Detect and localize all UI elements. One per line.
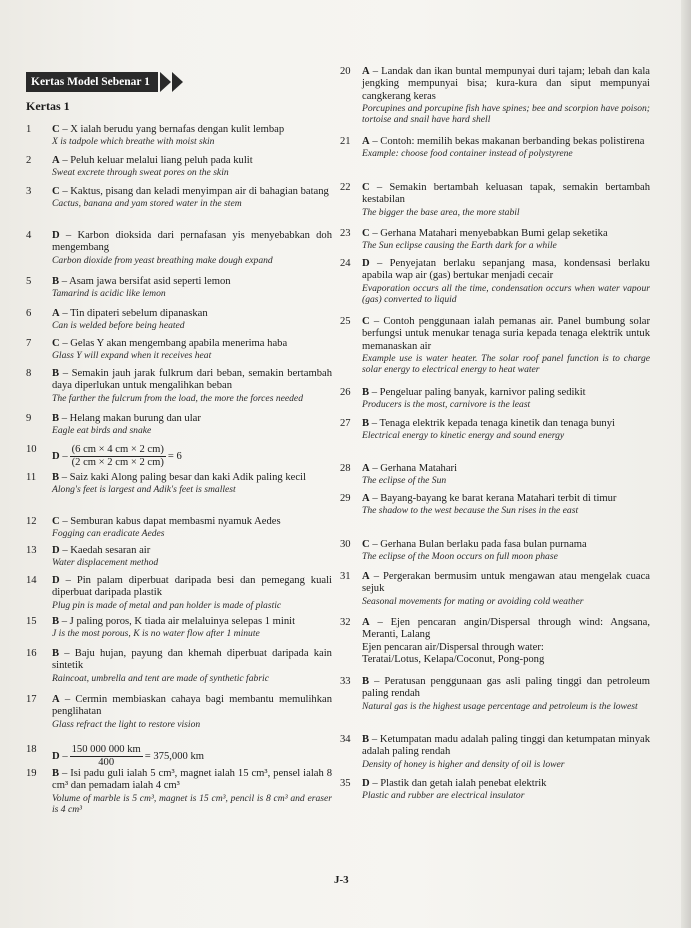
english-translation: Example: choose food container instead of polystyrene — [362, 148, 573, 160]
answer-text: – Gerhana Bulan berlaku pada fasa bulan purnama — [372, 539, 587, 550]
answer-text: – Tin dipateri sebelum dipanaskan — [62, 308, 208, 319]
english-translation: X is tadpole which breathe with moist skin — [52, 136, 215, 148]
answer-letter: B — [52, 413, 60, 424]
english-translation: The Sun eclipse causing the Earth dark for a while — [362, 240, 557, 252]
answer-text: – Cermin membiaskan cahaya bagi membantu memulihkan penglihatan — [52, 694, 332, 718]
answer-extra: Ejen pencaran air/Dispersal through water: — [362, 641, 544, 653]
answer-letter: A — [52, 694, 60, 705]
english-translation: Volume of marble is 5 cm³, magnet is 15 cm³, pencil is 8 cm³ and eraser is 4 cm³ — [52, 792, 332, 816]
answer-body — [52, 744, 332, 769]
answer-body — [52, 230, 332, 266]
answer-letter: A — [362, 463, 370, 474]
answer-text: – Gelas Y akan mengembang apabila menerima haba — [62, 338, 288, 349]
answer-body — [362, 182, 650, 218]
answer-text: – J paling poros, K tiada air melaluinya selepas 1 minit — [61, 616, 296, 627]
answer-text: – X ialah berudu yang bernafas dengan kulit lembap — [62, 124, 285, 135]
answer-body — [52, 413, 332, 437]
question-number: 3 — [26, 186, 32, 197]
english-translation: Carbon dioxide from yeast breathing make dough expand — [52, 254, 273, 266]
answer-body — [362, 539, 650, 563]
answer-body — [362, 316, 650, 376]
answer-body — [362, 463, 650, 487]
page-edge-shadow — [681, 0, 691, 928]
answer-body — [52, 444, 332, 469]
answer-body — [52, 368, 332, 404]
answer-text: – Peluh keluar melalui liang peluh pada kulit — [62, 155, 253, 166]
english-translation: Seasonal movements for mating or avoiding cold weather — [362, 595, 584, 607]
english-translation: Porcupines and porcupine fish have spines; bee and scorpion have poison; tortoise and snail have hard shell — [362, 102, 650, 126]
question-number: 20 — [340, 66, 351, 77]
english-translation: The shadow to the west because the Sun rises in the east — [362, 505, 579, 517]
answer-body — [362, 617, 650, 666]
answer-body — [52, 186, 332, 210]
answer-letter: B — [52, 648, 60, 659]
answer-letter: B — [362, 418, 370, 429]
fraction-result: = 6 — [167, 450, 182, 462]
answer-letter: C — [52, 338, 60, 349]
answer-letter: A — [362, 66, 370, 77]
answer-letter: D — [52, 230, 60, 241]
answer-text: – Karbon dioksida dari pernafasan yis menyebabkan doh mengembang — [52, 230, 332, 254]
answer-letter: B — [362, 387, 370, 398]
question-number: 13 — [26, 545, 37, 556]
answer-text: – Ejen pencaran angin/Dispersal through wind: Angsana, Meranti, Lalang — [362, 617, 650, 641]
answer-body — [362, 734, 650, 770]
english-translation: J is the most porous, K is no water flow after 1 minute — [52, 628, 260, 640]
answer-letter: A — [52, 308, 60, 319]
answer-item — [340, 258, 650, 318]
answer-body — [362, 228, 650, 252]
answer-text: – Semakin bertambah keluasan tapak, semakin bertambah kestabilan — [362, 182, 650, 206]
fraction-denominator: 400 — [98, 757, 115, 768]
answer-letter: B — [52, 368, 60, 379]
answer-letter: B — [52, 616, 60, 627]
answer-body — [52, 276, 332, 300]
chevron-right-icon — [160, 72, 171, 92]
answer-letter: D — [52, 450, 60, 462]
english-translation: Can is welded before being heated — [52, 320, 185, 332]
english-translation: Evaporation occurs all the time, condensation occurs when water vapour (gas) converted to liquid — [362, 282, 650, 306]
answer-text: – Landak dan ikan buntal mempunyai duri tajam; lebah dan kala jengking mempunyai bisa; kura-kura dan siput mempunyai cangkerang keras — [362, 66, 650, 102]
answer-body — [362, 387, 650, 411]
answer-body — [52, 616, 332, 640]
question-number: 23 — [340, 228, 351, 239]
answer-item — [340, 66, 650, 126]
answer-letter: B — [52, 472, 60, 483]
question-number: 10 — [26, 444, 37, 455]
answer-body — [52, 768, 332, 816]
answer-letter: A — [52, 155, 60, 166]
answer-text: – Gerhana Matahari — [372, 463, 458, 474]
question-number: 15 — [26, 616, 37, 627]
answer-body — [52, 545, 332, 569]
answer-body — [52, 575, 332, 611]
answer-item — [340, 617, 650, 677]
question-number: 9 — [26, 413, 32, 424]
answer-letter: B — [52, 276, 60, 287]
section-banner — [26, 72, 183, 92]
question-number: 14 — [26, 575, 37, 586]
answer-text: – Tenaga elektrik kepada tenaga kinetik dan tenaga bunyi — [371, 418, 615, 429]
question-number: 4 — [26, 230, 32, 241]
answer-letter: C — [52, 124, 60, 135]
english-translation: The eclipse of the Sun — [362, 475, 447, 487]
answer-text: – Semburan kabus dapat membasmi nyamuk Aedes — [62, 516, 281, 527]
answer-letter: C — [362, 539, 370, 550]
answer-letter: A — [362, 136, 370, 147]
answer-text: – Kaedah sesaran air — [62, 545, 151, 556]
english-translation: The eclipse of the Moon occurs on full moon phase — [362, 551, 558, 563]
english-translation: Plug pin is made of metal and pan holder is made of plastic — [52, 599, 282, 611]
banner-title: Kertas Model Sebenar 1 — [26, 72, 158, 92]
english-translation: Eagle eat birds and snake — [52, 425, 152, 437]
answer-text: – Asam jawa bersifat asid seperti lemon — [61, 276, 231, 287]
answer-text: – Saiz kaki Along paling besar dan kaki Adik paling kecil — [61, 472, 306, 483]
english-translation: Glass Y will expand when it receives heat — [52, 350, 212, 362]
question-number: 18 — [26, 744, 37, 755]
answer-letter: C — [52, 186, 60, 197]
answer-body — [362, 66, 650, 126]
fraction — [70, 444, 166, 469]
answer-body — [362, 571, 650, 607]
answer-text: – Semakin jauh jarak fulkrum dari beban, semakin bertambah daya diperlukan untuk mengalihkan beban — [52, 368, 332, 392]
question-number: 17 — [26, 694, 37, 705]
answer-item — [340, 778, 650, 838]
answer-body — [362, 418, 650, 442]
answer-body — [362, 778, 650, 802]
question-number: 11 — [26, 472, 37, 483]
english-translation: The bigger the base area, the more stabil — [362, 206, 520, 218]
english-translation: Plastic and rubber are electrical insulator — [362, 790, 525, 802]
answer-letter: A — [362, 571, 370, 582]
question-number: 22 — [340, 182, 351, 193]
fraction-result: = 375,000 km — [144, 750, 205, 762]
english-translation: Producers is the most, carnivore is the least — [362, 399, 531, 411]
answer-text: – Ketumpatan madu adalah paling tinggi dan ketumpatan minyak adalah paling rendah — [362, 734, 650, 758]
answer-text: – Pengeluar paling banyak, karnivor paling sedikit — [371, 387, 586, 398]
answer-body — [362, 676, 650, 712]
english-translation: Sweat excrete through sweat pores on the skin — [52, 167, 229, 179]
answer-text: – Pergerakan bermusim untuk mengawan atau mengelak cuaca sejuk — [362, 571, 651, 595]
fraction-numerator: (6 cm × 4 cm × 2 cm) — [71, 444, 164, 455]
english-translation: Raincoat, umbrella and tent are made of synthetic fabric — [52, 672, 269, 684]
answer-body — [52, 308, 332, 332]
answer-extra-2: Teratai/Lotus, Kelapa/Coconut, Pong-pong — [362, 653, 545, 665]
answer-body — [52, 124, 332, 148]
answer-text: – Isi padu guli ialah 5 cm³, magnet ialah 15 cm³, pensel ialah 8 cm³ dan pemadam ialah 4 cm³ — [52, 768, 332, 792]
answer-letter: D — [362, 258, 370, 269]
answer-item — [26, 768, 332, 828]
answer-letter: C — [362, 182, 370, 193]
question-number: 5 — [26, 276, 32, 287]
answer-item — [340, 316, 650, 376]
question-number: 16 — [26, 648, 37, 659]
question-number: 35 — [340, 778, 351, 789]
answer-text: – Helang makan burung dan ular — [61, 413, 201, 424]
english-translation: Along's feet is largest and Adik's feet is smallest — [52, 484, 236, 496]
answer-text: – Contoh penggunaan ialah pemanas air. Panel bumbung solar berfungsi untuk menukar tenaga suria kepada tenaga elektrik untuk memanaskan air — [362, 316, 650, 352]
answer-text: – Baju hujan, payung dan khemah diperbuat daripada kain sintetik — [52, 648, 332, 672]
question-number: 6 — [26, 308, 32, 319]
answer-text: – Pin palam diperbuat daripada besi dan pemegang kuali diperbuat daripada plastik — [52, 575, 332, 599]
answer-letter: C — [362, 228, 370, 239]
english-translation: Glass refract the light to restore vision — [52, 718, 201, 730]
page-number: J-3 — [334, 874, 349, 886]
answer-body — [52, 694, 332, 730]
answer-body — [52, 648, 332, 684]
english-translation: Electrical energy to kinetic energy and sound energy — [362, 430, 565, 442]
english-translation: Cactus, banana and yam stored water in the stem — [52, 198, 242, 210]
answer-body — [362, 136, 650, 160]
question-number: 33 — [340, 676, 351, 687]
answer-text: – Peratusan penggunaan gas asli paling tinggi dan petroleum paling rendah — [362, 676, 650, 700]
question-number: 26 — [340, 387, 351, 398]
answer-body — [52, 155, 332, 179]
answer-text: – Contoh: memilih bekas makanan berbanding bekas polistirena — [372, 136, 645, 147]
question-number: 12 — [26, 516, 37, 527]
answer-letter: B — [362, 734, 370, 745]
question-number: 25 — [340, 316, 351, 327]
answer-letter: D — [52, 750, 60, 762]
answer-letter: B — [362, 676, 370, 687]
english-translation: Water displacement method — [52, 557, 159, 569]
answer-letter: A — [362, 617, 370, 628]
english-translation: The farther the fulcrum from the load, the more the forces needed — [52, 392, 303, 404]
chevron-right-icon — [172, 72, 183, 92]
answer-text: – — [62, 450, 68, 462]
english-translation: Density of honey is higher and density of oil is lower — [362, 758, 565, 770]
answer-body — [52, 516, 332, 540]
answer-letter: A — [362, 493, 370, 504]
answer-body — [52, 472, 332, 496]
question-number: 21 — [340, 136, 351, 147]
answer-letter: D — [362, 778, 370, 789]
answer-body — [362, 493, 650, 517]
english-translation: Example use is water heater. The solar roof panel function is to charge solar energy to electrical energy to heat water — [362, 352, 650, 376]
question-number: 1 — [26, 124, 32, 135]
fraction — [70, 744, 143, 769]
question-number: 27 — [340, 418, 351, 429]
question-number: 19 — [26, 768, 37, 779]
question-number: 28 — [340, 463, 351, 474]
fraction-denominator: (2 cm × 2 cm × 2 cm) — [71, 457, 164, 468]
english-translation: Natural gas is the highest usage percentage and petroleum is the lowest — [362, 700, 638, 712]
answer-text: – Gerhana Matahari menyebabkan Bumi gelap seketika — [372, 228, 608, 239]
question-number: 24 — [340, 258, 351, 269]
question-number: 30 — [340, 539, 351, 550]
answer-body — [362, 258, 650, 306]
english-translation: Tamarind is acidic like lemon — [52, 288, 166, 300]
answer-text: – Kaktus, pisang dan keladi menyimpan air di bahagian batang — [62, 186, 329, 197]
section-heading: Kertas 1 — [26, 99, 70, 113]
fraction-numerator: 150 000 000 km — [71, 744, 141, 755]
question-number: 8 — [26, 368, 32, 379]
question-number: 7 — [26, 338, 32, 349]
answer-item — [340, 676, 650, 736]
answer-letter: D — [52, 545, 60, 556]
question-number: 31 — [340, 571, 351, 582]
answer-letter: B — [52, 768, 60, 779]
question-number: 32 — [340, 617, 351, 628]
answer-text: – Bayang-bayang ke barat kerana Matahari terbit di timur — [372, 493, 617, 504]
answer-text: – Penyejatan berlaku sepanjang masa, kondensasi berlaku apabila wap air (gas) bertukar menjadi cecair — [362, 258, 650, 282]
answer-text: – Plastik dan getah ialah penebat elektrik — [372, 778, 547, 789]
question-number: 29 — [340, 493, 351, 504]
answer-body — [52, 338, 332, 362]
answer-letter: C — [52, 516, 60, 527]
answer-text: – — [62, 750, 68, 762]
question-number: 34 — [340, 734, 351, 745]
english-translation: Fogging can eradicate Aedes — [52, 528, 165, 540]
question-number: 2 — [26, 155, 32, 166]
answer-letter: D — [52, 575, 60, 586]
answer-letter: C — [362, 316, 370, 327]
